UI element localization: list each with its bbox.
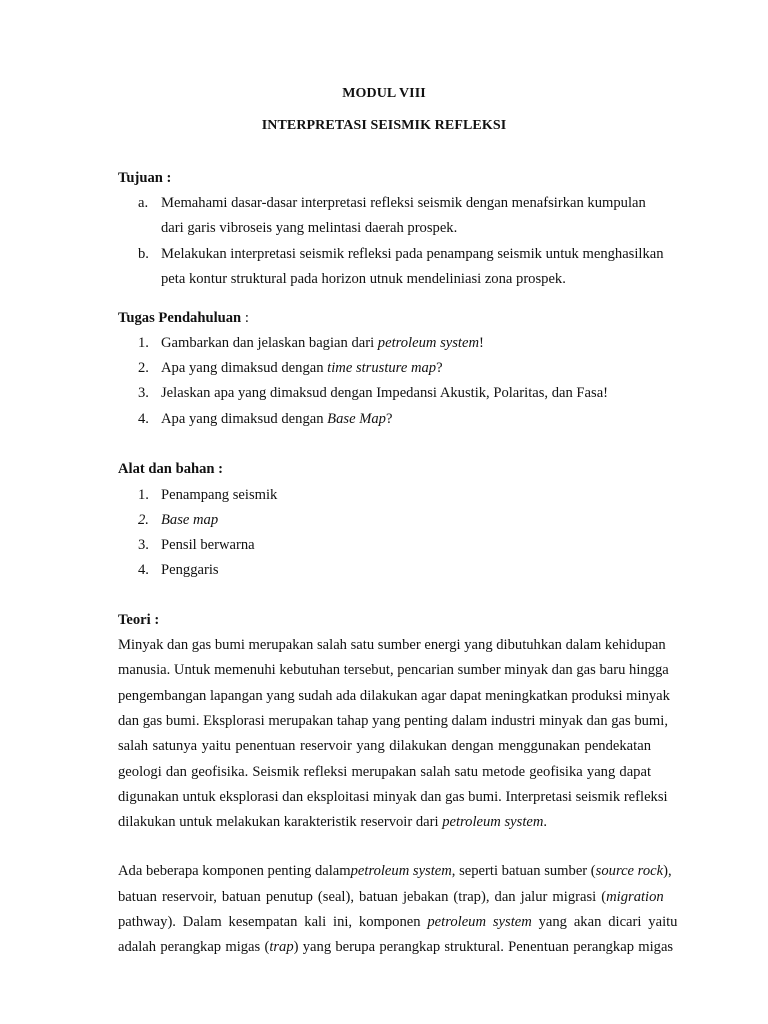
teori-para1-line8-punct: . [543,814,548,830]
module-title: MODUL VIII [342,86,426,101]
teori-para2-line4-text-b: ) yang berupa perangkap struktural. Penentuan perangkap migas [293,939,674,955]
alat-item-2-text: Base map [161,512,219,528]
teori-para1-line3: pengembangan lapangan yang sudah ada dilakukan agar dapat meningkatkan produksi minyak [118,688,670,704]
alat-item-2 [161,512,218,529]
teori-heading: Teori : [118,612,160,628]
tugas-item-1 [161,335,484,352]
alat-item-4-marker: 4. [138,562,149,578]
tugas-item-1-marker: 1. [138,335,149,351]
tugas-item-2 [161,360,443,377]
alat-item-4: Penggaris [161,562,219,578]
teori-para2-line4-emphasis: trap [269,939,294,955]
teori-para2-line2 [118,889,664,906]
teori-para2-line1 [118,863,672,880]
tugas-item-2-emphasis: time strusture map [327,360,437,376]
tugas-item-4 [161,411,392,428]
alat-item-2-marker [138,512,149,529]
teori-para2-line3 [118,914,677,931]
tugas-item-4-emphasis: Base Map [327,411,386,427]
tujuan-item-a-line1: Memahami dasar-dasar interpretasi refleksi seismik dengan menafsirkan kumpulan [161,195,646,211]
tugas-item-2-text: Apa yang dimaksud dengan [161,360,328,376]
tugas-item-4-punct: ? [385,411,393,427]
teori-para1-line6: geologi dan geofisika. Seismik refleksi merupakan salah satu metode geofisika yang dapat [118,764,651,780]
teori-para2-line3-text-b: yang akan dicari yaitu [531,914,678,930]
alat-item-1: Penampang seismik [161,487,278,503]
module-subtitle: INTERPRETASI SEISMIK REFLEKSI [261,118,507,133]
teori-para1-line2: manusia. Untuk memenuhi kebutuhan tersebut, pencarian sumber minyak dan gas baru hingga [118,662,669,678]
alat-item-2-marker-text: 2. [138,512,149,528]
teori-para1-line4: dan gas bumi. Eksplorasi merupakan tahap yang penting dalam industri minyak dan gas bumi, [118,713,668,729]
teori-para2-line2-emphasis: migration [606,889,664,905]
teori-para2-line2-text: batuan reservoir, batuan penutup (seal), batuan jebakan (trap), dan jalur migrasi ( [118,889,607,905]
tujuan-item-b-line2: peta kontur struktural pada horizon utnuk mendeliniasi zona prospek. [161,271,566,287]
tugas-item-1-emphasis: petroleum system [377,335,479,351]
tugas-item-3 [161,385,608,402]
teori-para2-line4-text-a: adalah perangkap migas ( [118,939,270,955]
tugas-item-3-marker: 3. [138,385,149,401]
tugas-item-4-marker: 4. [138,411,149,427]
teori-para2-line1-text-b: , seperti batuan sumber ( [451,863,596,879]
teori-para2-line4 [118,939,673,956]
tugas-item-1-text: Gambarkan dan jelaskan bagian dari [161,335,378,351]
teori-para1-line8-text: dilakukan untuk melakukan karakteristik reservoir dari [118,814,443,830]
tujuan-item-a-marker: a. [138,195,149,211]
alat-item-3-marker: 3. [138,537,149,553]
teori-para1-line8 [118,814,547,831]
teori-para1-line8-emphasis: petroleum system [442,814,544,830]
tujuan-item-b-line1: Melakukan interpretasi seismik refleksi pada penampang seismik untuk menghasilkan [161,246,664,262]
tujuan-item-b-marker: b. [138,246,149,262]
tujuan-item-a-line2: dari garis vibroseis yang melintasi daerah prospek. [161,220,458,236]
alat-item-3: Pensil berwarna [161,537,255,553]
teori-para1-line1: Minyak dan gas bumi merupakan salah satu sumber energi yang dibutuhkan dalam kehidupan [118,637,666,653]
teori-para2-line1-emphasis-1: petroleum system [350,863,452,879]
teori-para2-line1-emphasis-2: source rock [595,863,664,879]
teori-para2-line1-text-c: ), [663,863,672,879]
teori-para1-line5: salah satunya yaitu penentuan reservoir yang dilakukan dengan menggunakan pendekatan [118,738,651,754]
tujuan-heading: Tujuan : [118,170,172,186]
tugas-item-3-text: Jelaskan apa yang dimaksud dengan Impedansi Akustik, Polaritas, dan Fasa! [161,385,609,401]
tugas-item-1-punct: ! [478,335,484,351]
tugas-item-4-text: Apa yang dimaksud dengan [161,411,328,427]
teori-para1-line7: digunakan untuk eksplorasi dan eksploitasi minyak dan gas bumi. Interpretasi seismik refleksi [118,789,668,805]
alat-item-1-marker: 1. [138,487,149,503]
tugas-heading-colon: : [241,310,249,326]
tugas-item-2-punct: ? [436,360,443,376]
tugas-heading-text: Tugas Pendahuluan [118,310,242,326]
teori-para2-line3-emphasis: petroleum system [427,914,532,930]
tugas-heading [118,310,249,327]
teori-para2-line3-text-a: pathway). Dalam kesempatan kali ini, komponen [118,914,428,930]
alat-heading: Alat dan bahan : [118,461,224,477]
tugas-item-2-marker: 2. [138,360,149,376]
teori-para2-line1-text-a: Ada beberapa komponen penting dalam [118,863,351,879]
